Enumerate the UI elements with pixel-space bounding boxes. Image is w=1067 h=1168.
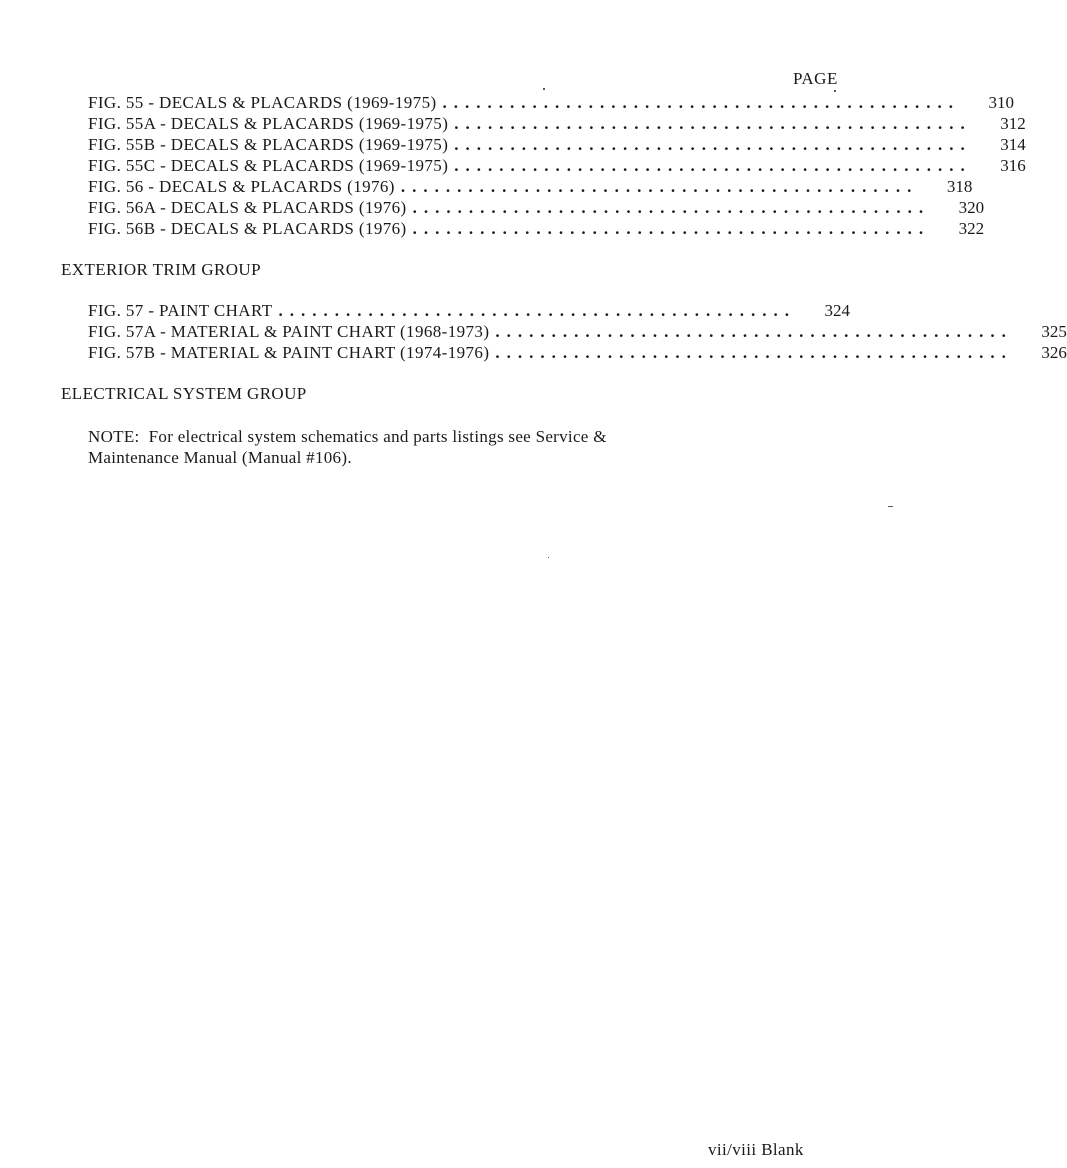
toc-entry[interactable]	[88, 343, 1067, 364]
toc-entry-page: 325	[1041, 322, 1067, 341]
dot-leader: ..............................................	[412, 219, 931, 238]
toc-entry[interactable]	[88, 156, 1026, 177]
toc-entry[interactable]	[88, 135, 1026, 156]
scan-speck	[543, 88, 545, 90]
section-heading-electrical-system: ELECTRICAL SYSTEM GROUP	[61, 384, 307, 403]
toc-entry[interactable]	[88, 114, 1026, 135]
toc-entry-title: FIG. 56B - DECALS & PLACARDS (1976)	[88, 219, 407, 238]
toc-entry-page: 316	[1000, 156, 1026, 175]
note-line: Maintenance Manual (Manual #106).	[88, 448, 352, 467]
toc-entry-title: FIG. 55B - DECALS & PLACARDS (1969-1975)	[88, 135, 449, 154]
page-footer: vii/viii Blank	[708, 1140, 804, 1159]
toc-entry-title: FIG. 57A - MATERIAL & PAINT CHART (1968-1973)	[88, 322, 490, 341]
toc-entry-page: 326	[1041, 343, 1067, 362]
dot-leader: ..............................................	[454, 114, 972, 133]
toc-entry-title: FIG. 55A - DECALS & PLACARDS (1969-1975)	[88, 114, 449, 133]
scan-speck	[834, 90, 836, 92]
toc-entry-title: FIG. 56A - DECALS & PLACARDS (1976)	[88, 198, 407, 217]
toc-entry-title: FIG. 57 - PAINT CHART	[88, 301, 273, 320]
toc-entry-title: FIG. 55C - DECALS & PLACARDS (1969-1975)	[88, 156, 449, 175]
toc-entry[interactable]	[88, 301, 850, 322]
section-heading-exterior-trim: EXTERIOR TRIM GROUP	[61, 260, 261, 279]
page-column-header: PAGE	[793, 69, 838, 88]
dot-leader: ..............................................	[495, 343, 1013, 362]
toc-entry-page: 318	[946, 177, 973, 196]
toc-entry-page: 314	[1000, 135, 1026, 154]
toc-entry[interactable]	[88, 177, 973, 198]
toc-entry[interactable]	[88, 219, 985, 240]
toc-entry[interactable]	[88, 93, 1015, 114]
toc-entry[interactable]	[88, 198, 985, 219]
toc-entry[interactable]	[88, 322, 1067, 343]
dot-leader: ..............................................	[278, 301, 796, 320]
note-line: NOTE: For electrical system schematics and parts listings see Service &	[88, 427, 607, 446]
dot-leader: ..............................................	[400, 177, 919, 196]
dot-leader: ..............................................	[495, 322, 1013, 341]
scan-speck	[888, 506, 893, 507]
toc-entry-title: FIG. 56 - DECALS & PLACARDS (1976)	[88, 177, 395, 196]
toc-entry-page: 312	[1000, 114, 1026, 133]
dot-leader: ..............................................	[442, 93, 961, 112]
toc-entry-title: FIG. 55 - DECALS & PLACARDS (1969-1975)	[88, 93, 437, 112]
scan-speck	[548, 557, 549, 558]
dot-leader: ..............................................	[454, 135, 972, 154]
toc-entry-title: FIG. 57B - MATERIAL & PAINT CHART (1974-1976)	[88, 343, 490, 362]
toc-entry-page: 324	[824, 301, 850, 320]
dot-leader: ..............................................	[454, 156, 972, 175]
dot-leader: ..............................................	[412, 198, 931, 217]
toc-entry-page: 310	[988, 93, 1015, 112]
toc-entry-page: 322	[958, 219, 985, 238]
electrical-note	[88, 426, 788, 468]
toc-entry-page: 320	[958, 198, 985, 217]
